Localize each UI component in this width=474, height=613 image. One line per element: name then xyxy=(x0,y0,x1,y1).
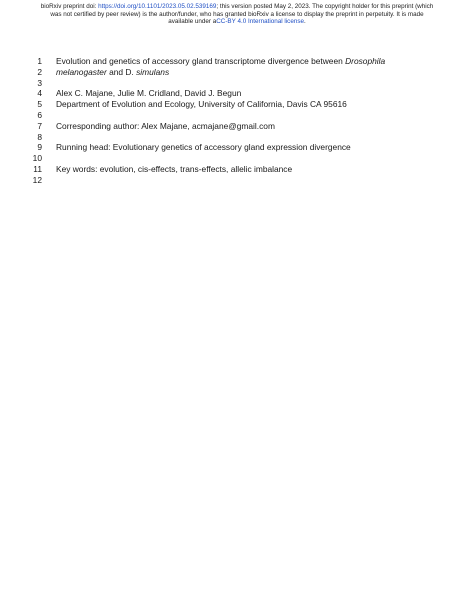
line-number: 7 xyxy=(37,120,42,131)
affiliation: Department of Evolution and Ecology, University of California, Davis CA 95616 xyxy=(56,99,347,110)
header-line-2: was not certified by peer review) is the author/funder, who has granted bioRxiv a license to display the preprint in perpetuity. It is made xyxy=(50,10,424,18)
line-number: 11 xyxy=(33,163,42,174)
header-line-1-suffix: ; this version posted May 2, 2023. The copyright holder for this preprint (which xyxy=(216,3,434,10)
authors: Alex C. Majane, Julie M. Cridland, David J. Begun xyxy=(56,88,242,99)
title-species-2: simulans xyxy=(136,66,170,77)
header-line-1-prefix: bioRxiv preprint doi: xyxy=(40,3,99,10)
line-number: 2 xyxy=(37,66,42,77)
line-2 xyxy=(30,67,450,78)
license-link[interactable]: CC-BY 4.0 International license xyxy=(216,18,304,26)
line-5 xyxy=(30,99,450,110)
line-7 xyxy=(30,121,450,132)
line-number: 6 xyxy=(37,109,42,120)
header-line-3-prefix: available under a xyxy=(168,18,217,26)
corresponding-author: Corresponding author: Alex Majane, acmajane@gmail.com xyxy=(56,120,275,131)
title-line-2 xyxy=(56,67,169,78)
doi-link[interactable]: https://doi.org/10.1101/2023.05.02.539169 xyxy=(98,3,217,10)
line-number: 9 xyxy=(37,142,42,153)
line-12 xyxy=(30,175,450,186)
title-line-1 xyxy=(56,56,385,67)
line-number: 4 xyxy=(37,88,42,99)
header-line-3 xyxy=(30,18,444,26)
keywords: Key words: evolution, cis-effects, trans-effects, allelic imbalance xyxy=(56,163,293,174)
title-species-1: melanogaster xyxy=(56,66,107,77)
header-line-1 xyxy=(30,3,444,11)
line-6 xyxy=(30,110,450,121)
line-number: 8 xyxy=(37,131,42,142)
line-3 xyxy=(30,78,450,89)
line-number: 10 xyxy=(32,153,42,164)
line-number: 12 xyxy=(32,174,42,185)
line-11 xyxy=(30,164,450,175)
title-text-2: and D. xyxy=(106,66,137,77)
line-8 xyxy=(30,132,450,143)
line-number: 5 xyxy=(37,99,42,110)
line-number: 3 xyxy=(37,77,42,88)
line-4 xyxy=(30,88,450,99)
title-genus: Drosophila xyxy=(345,56,386,66)
line-9 xyxy=(30,142,450,153)
line-number: 1 xyxy=(37,56,42,66)
manuscript-lines xyxy=(30,56,450,186)
line-1 xyxy=(30,56,450,67)
title-text: Evolution and genetics of accessory gland transcriptome divergence between xyxy=(56,56,346,66)
line-10 xyxy=(30,153,450,164)
header-line-3-suffix: . xyxy=(303,18,306,26)
running-head: Running head: Evolutionary genetics of accessory gland expression divergence xyxy=(56,142,351,153)
preprint-header xyxy=(30,3,444,26)
